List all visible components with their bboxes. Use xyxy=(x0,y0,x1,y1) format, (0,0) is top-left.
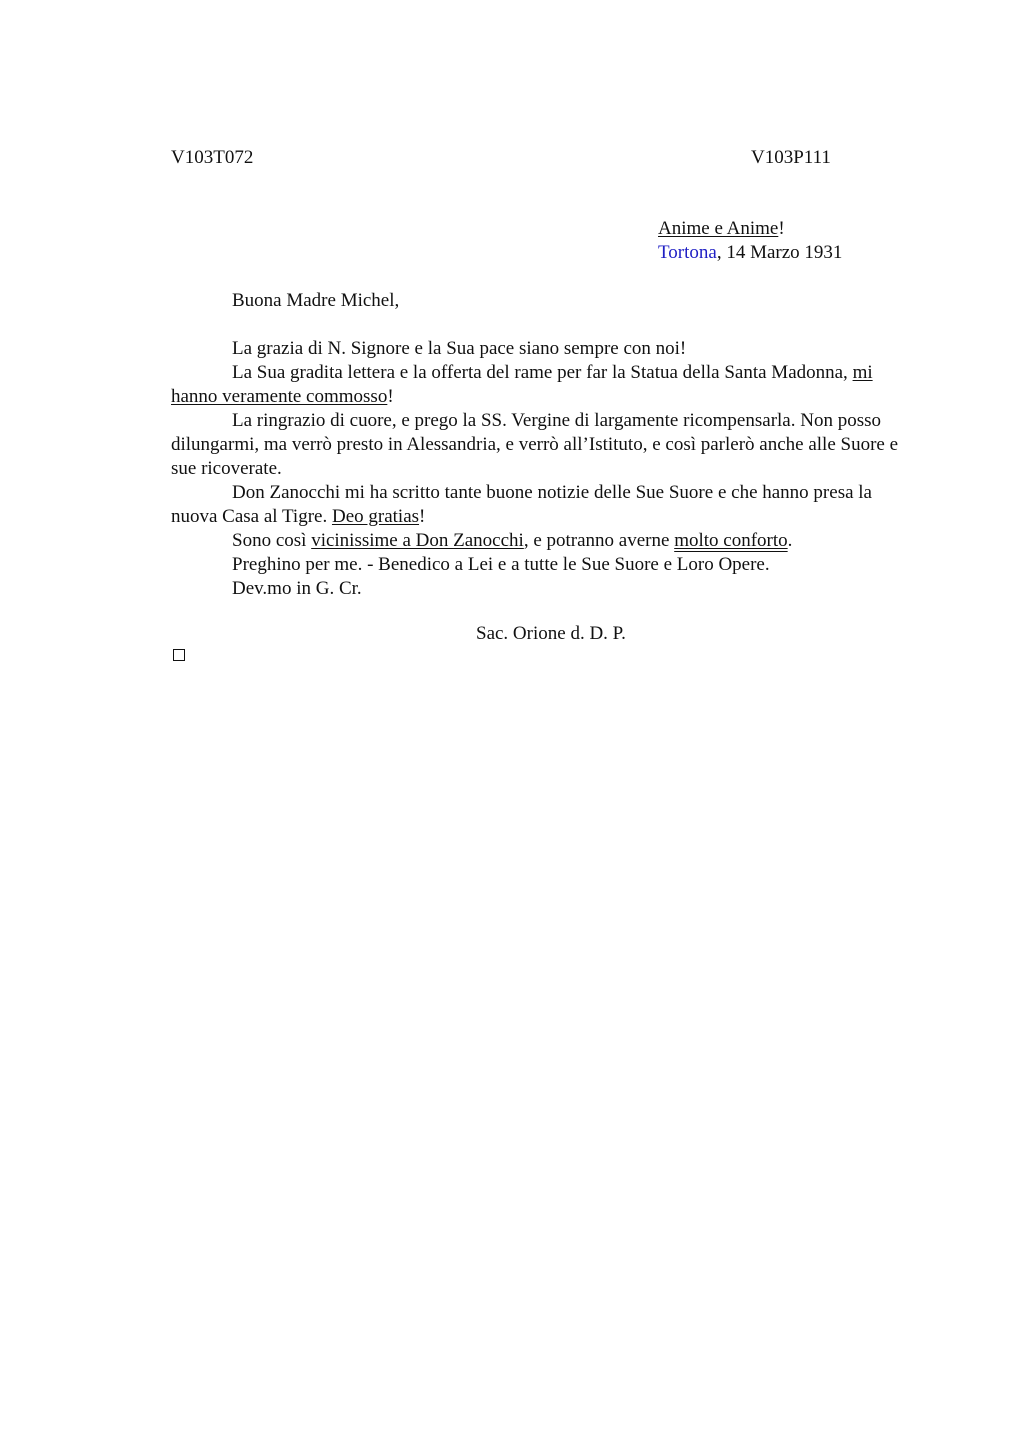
document-code-left: V103T072 xyxy=(171,147,254,168)
paragraph-text: Don Zanocchi mi ha scritto tante buone notizie delle Sue Suore e che hanno presa la nuova Casa al Tigre. xyxy=(171,482,872,527)
document-code-right: V103P111 xyxy=(751,147,831,168)
punct: . xyxy=(787,530,793,551)
motto-line xyxy=(658,217,785,241)
letter-date: , 14 Marzo 1931 xyxy=(716,242,843,263)
double-underlined-phrase: molto conforto xyxy=(674,530,788,551)
motto-punct: ! xyxy=(778,218,785,239)
paragraph-greeting: La grazia di N. Signore e la Sua pace siano sempre con noi! xyxy=(232,338,687,359)
underlined-phrase: Deo gratias xyxy=(331,506,420,527)
salutation: Buona Madre Michel, xyxy=(232,290,400,311)
paragraph-thanks-letter xyxy=(171,361,916,409)
motto-text: Anime e Anime xyxy=(658,218,779,239)
punct: ! xyxy=(419,506,426,527)
paragraph-text: La Sua gradita lettera e la offerta del rame per far la Statua della Santa Madonna, xyxy=(232,362,853,383)
place-name: Tortona xyxy=(658,242,717,263)
paragraph-text: , e potranno averne xyxy=(523,530,675,551)
paragraph-blessing: Preghino per me. - Benedico a Lei e a tutte le Sue Suore e Loro Opere. xyxy=(232,554,770,575)
paragraph-closing: Dev.mo in G. Cr. xyxy=(232,578,362,599)
paragraph-text: Sono così xyxy=(232,530,312,551)
checkbox-square xyxy=(173,649,185,661)
paragraph-news xyxy=(171,481,916,529)
underlined-phrase: mi hanno veramente commosso xyxy=(171,362,873,407)
place-date-line xyxy=(658,241,842,265)
paragraph-near xyxy=(171,529,916,553)
underlined-phrase: vicinissime a Don Zanocchi xyxy=(311,530,524,551)
letter-body xyxy=(171,337,916,601)
punct: ! xyxy=(387,386,394,407)
signature: Sac. Orione d. D. P. xyxy=(476,623,626,644)
paragraph-thanks: La ringrazio di cuore, e prego la SS. Vergine di largamente ricompensarla. Non posso dilungarmi, ma verrò presto in Alessandria, e verrò all’Istituto, e così parlerò anche alle Suore e sue ricoverate. xyxy=(171,410,899,479)
